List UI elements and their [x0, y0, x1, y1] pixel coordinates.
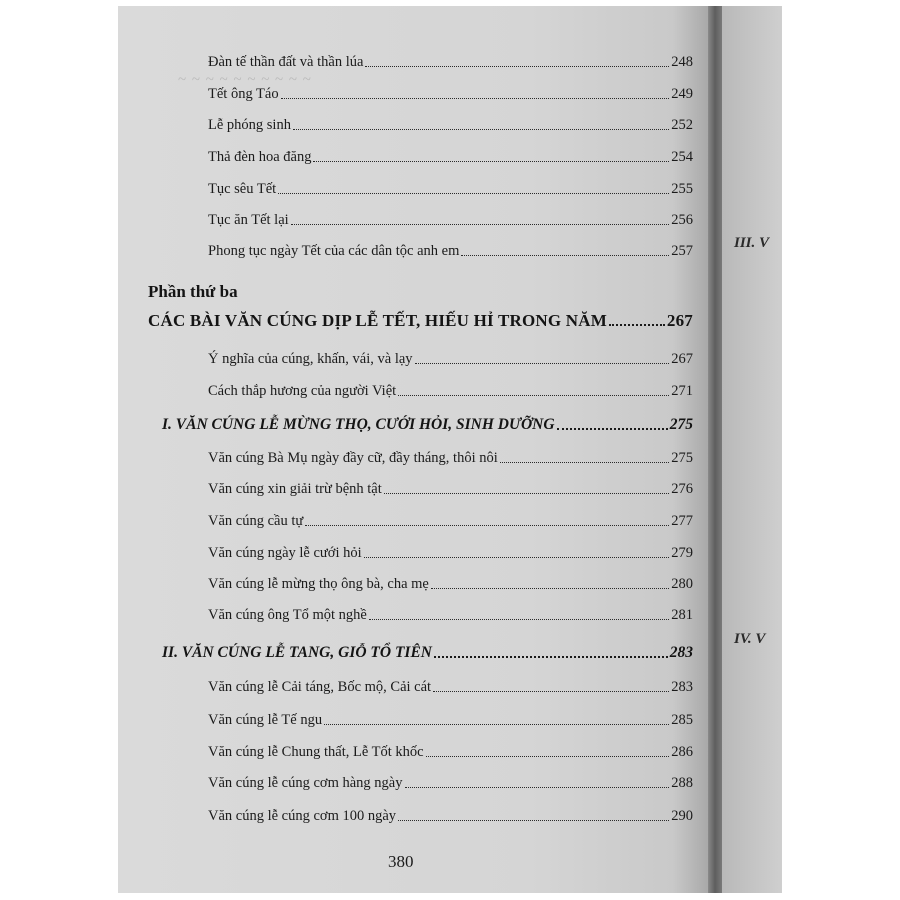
toc-entry-page: 290 [671, 808, 693, 824]
adjacent-page [722, 6, 782, 893]
toc-entry-page: 285 [671, 712, 693, 728]
toc-entry-title: Thả đèn hoa đăng [208, 149, 312, 165]
toc-entry-title: Văn cúng Bà Mụ ngày đầy cữ, đầy tháng, thôi nôi [208, 450, 498, 466]
dot-leader [281, 98, 670, 99]
toc-entry[interactable] [208, 540, 693, 562]
toc-entry-page: 252 [671, 117, 693, 133]
page-number: 380 [388, 852, 414, 871]
toc-entry-title: Văn cúng xin giải trừ bệnh tật [208, 481, 382, 497]
toc-entry[interactable] [208, 112, 693, 134]
toc-entry-title: Văn cúng lễ Tế ngu [208, 712, 323, 728]
toc-entry-page: 280 [671, 576, 693, 592]
dot-leader [278, 193, 669, 194]
toc-entry-page: 267 [671, 351, 693, 367]
toc-entry-page: 254 [671, 149, 693, 165]
section-title: II. VĂN CÚNG LỄ TANG, GIỖ TỔ TIÊN [162, 644, 432, 661]
toc-entry-title: Văn cúng lễ Cải táng, Bốc mộ, Cải cát [208, 679, 432, 695]
section-page: 283 [669, 644, 693, 661]
book-photo [118, 6, 782, 893]
toc-entry-page: 271 [671, 383, 693, 399]
toc-entry-title: Lễ phóng sinh [208, 117, 291, 133]
toc-entry[interactable] [208, 476, 693, 498]
dot-leader [434, 656, 668, 658]
toc-entry[interactable] [208, 602, 693, 624]
section-title: I. VĂN CÚNG LỄ MỪNG THỌ, CƯỚI HỎI, SINH DƯỠNG [162, 416, 555, 433]
toc-entry[interactable] [208, 571, 693, 593]
dot-leader [369, 619, 669, 620]
toc-entry[interactable] [208, 176, 693, 198]
dot-leader [557, 428, 668, 430]
toc-entry-page: 248 [671, 54, 693, 70]
part-page: 267 [666, 311, 693, 330]
toc-entry-title: Tục ăn Tết lại [208, 212, 289, 228]
part-title: CÁC BÀI VĂN CÚNG DỊP LỄ TẾT, HIẾU HỈ TRONG NĂM [148, 311, 607, 330]
dot-leader [324, 724, 669, 725]
section-heading[interactable] [162, 638, 693, 662]
toc-entry-page: 256 [671, 212, 693, 228]
toc-entry-title: Văn cúng lễ cúng cơm 100 ngày [208, 808, 397, 824]
dot-leader [398, 395, 669, 396]
toc-entry-title: Cách thắp hương của người Việt [208, 383, 397, 399]
dot-leader [431, 588, 669, 589]
toc-entry-page: 277 [671, 513, 693, 529]
book-spine [708, 6, 722, 893]
toc-entry-title: Văn cúng lễ Chung thất, Lễ Tốt khốc [208, 744, 424, 760]
toc-entry-page: 275 [671, 450, 693, 466]
part-label: Phần thứ ba [148, 282, 238, 301]
toc-entry-title: Văn cúng cầu tự [208, 513, 304, 529]
adjacent-heading-3: III. V [734, 235, 770, 251]
toc-entry-title: Văn cúng ông Tổ một nghề [208, 607, 367, 623]
adjacent-heading-4: IV. V [734, 631, 766, 647]
dot-leader [500, 462, 670, 463]
dot-leader [461, 255, 669, 256]
part-title-entry[interactable] [148, 305, 693, 331]
toc-entry-title: Tục sêu Tết [208, 181, 277, 197]
toc-entry[interactable] [208, 49, 693, 71]
toc-entry-page: 257 [671, 243, 693, 259]
toc-entry[interactable] [208, 770, 693, 792]
book-page [118, 6, 708, 893]
section-heading[interactable] [162, 410, 693, 434]
toc-entry[interactable] [208, 207, 693, 229]
dot-leader [433, 691, 669, 692]
dot-leader [398, 820, 669, 821]
toc-entry[interactable] [208, 378, 693, 400]
dot-leader [313, 161, 669, 162]
toc-entry[interactable] [208, 739, 693, 761]
toc-entry[interactable] [208, 445, 693, 467]
toc-entry[interactable] [208, 803, 693, 825]
dot-leader [365, 66, 669, 67]
toc-entry-page: 276 [671, 481, 693, 497]
toc-entry[interactable] [208, 707, 693, 729]
toc-entry[interactable] [208, 144, 693, 166]
dot-leader [364, 557, 670, 558]
toc-entry-title: Văn cúng ngày lễ cưới hỏi [208, 545, 362, 561]
dot-leader [426, 756, 670, 757]
toc-entry-title: Đàn tế thần đất và thần lúa [208, 54, 364, 70]
toc-entry-page: 288 [671, 775, 693, 791]
toc-entry-page: 281 [671, 607, 693, 623]
toc-entry-title: Văn cúng lễ mừng thọ ông bà, cha mẹ [208, 576, 429, 592]
bleed-through-text: ~ ~ ~ ~ ~ ~ ~ ~ ~ ~ [178, 72, 312, 88]
toc-entry[interactable] [208, 238, 693, 260]
toc-entry[interactable] [208, 81, 693, 103]
toc-entry-title: Phong tục ngày Tết của các dân tộc anh em [208, 243, 460, 259]
toc-entry-page: 255 [671, 181, 693, 197]
toc-entry[interactable] [208, 674, 693, 696]
toc-entry-title: Văn cúng lễ cúng cơm hàng ngày [208, 775, 403, 791]
dot-leader [293, 129, 669, 130]
toc-entry-page: 249 [671, 86, 693, 102]
section-page: 275 [669, 416, 693, 433]
dot-leader [415, 363, 670, 364]
toc-entry-title: Tết ông Táo [208, 86, 279, 102]
dot-leader [291, 224, 670, 225]
dot-leader [609, 324, 665, 326]
toc-entry-page: 286 [671, 744, 693, 760]
toc-entry-title: Ý nghĩa của cúng, khấn, vái, và lạy [208, 351, 413, 367]
dot-leader [405, 787, 670, 788]
toc-entry[interactable] [208, 346, 693, 368]
toc-entry-page: 279 [671, 545, 693, 561]
dot-leader [384, 493, 669, 494]
dot-leader [305, 525, 669, 526]
toc-entry[interactable] [208, 508, 693, 530]
toc-entry-page: 283 [671, 679, 693, 695]
